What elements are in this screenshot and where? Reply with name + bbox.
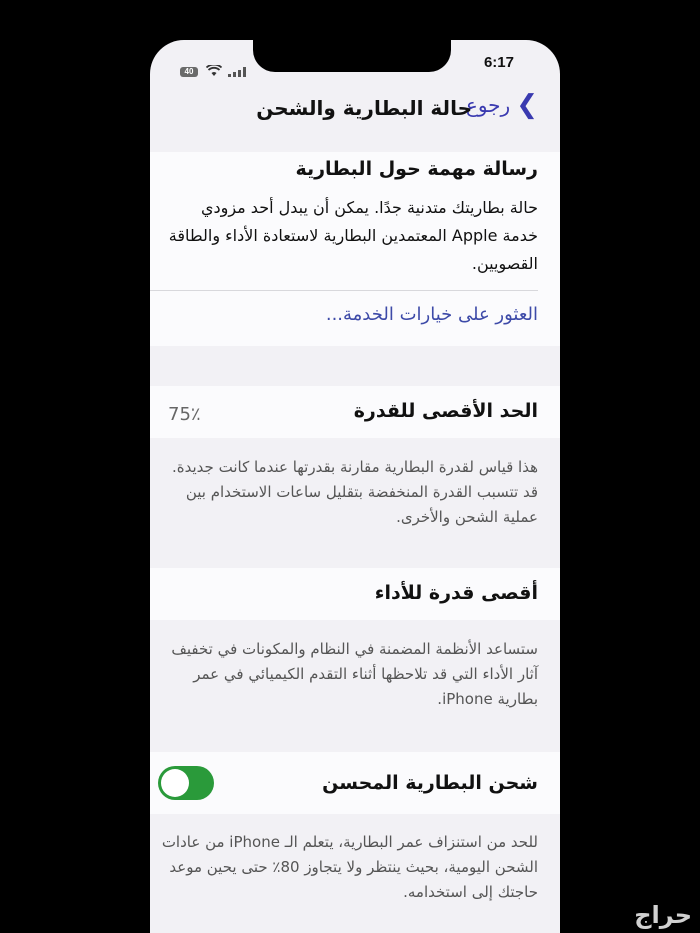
- nav-bar: [150, 88, 560, 128]
- chevron-back-icon: ❯: [516, 90, 538, 120]
- peak-performance-note: ستساعد الأنظمة المضمنة في النظام والمكونات في تخفيف آثار الأداء التي قد تلاحظها أثناء التقدم الكيميائي في عمر بطارية iPhone.: [171, 640, 538, 708]
- back-button[interactable]: [466, 92, 538, 118]
- peak-performance-label: أقصى قدرة للأداء: [374, 582, 538, 604]
- wifi-icon: [206, 65, 222, 77]
- optimized-charging-toggle[interactable]: [158, 766, 214, 800]
- max-capacity-label: الحد الأقصى للقدرة: [353, 400, 538, 422]
- optimized-charging-row: [150, 752, 560, 814]
- watermark-logo: حراج: [634, 901, 692, 929]
- message-title: رسالة مهمة حول البطارية: [295, 158, 538, 180]
- message-body: حالة بطاريتك متدنية جدًا. يمكن أن يبدل أحد مزودي خدمة Apple المعتمدين البطارية لاستعادة الأداء والطاقة القصويين.: [168, 198, 538, 273]
- max-capacity-row: [150, 386, 560, 438]
- notch: [253, 40, 451, 72]
- phone-screen: [150, 40, 560, 933]
- battery-message-card: [150, 152, 560, 346]
- signal-icon: [228, 67, 246, 77]
- max-capacity-note: هذا قياس لقدرة البطارية مقارنة بقدرتها عندما كانت جديدة. قد تتسبب القدرة المنخفضة بتقليل ساعات الاستخدام بين عملية الشحن والأخرى.: [172, 458, 538, 526]
- divider: [150, 290, 538, 291]
- back-label: رجوع: [465, 93, 511, 117]
- toggle-knob: [161, 769, 189, 797]
- battery-icon: 40: [180, 67, 198, 77]
- clock: 6:17: [483, 54, 514, 71]
- service-options-link[interactable]: العثور على خيارات الخدمة...: [325, 304, 538, 325]
- page-title: حالة البطارية والشحن: [256, 96, 472, 120]
- max-capacity-value: 75٪: [168, 404, 201, 425]
- optimized-charging-note: للحد من استنزاف عمر البطارية، يتعلم الـ iPhone من عادات الشحن اليومية، بحيث ينتظر ولا يتجاوز 80٪ حتى يحين موعد حاجتك إلى استخدامه.: [161, 833, 538, 901]
- peak-performance-row: [150, 568, 560, 620]
- optimized-charging-label: شحن البطارية المحسن: [322, 772, 538, 794]
